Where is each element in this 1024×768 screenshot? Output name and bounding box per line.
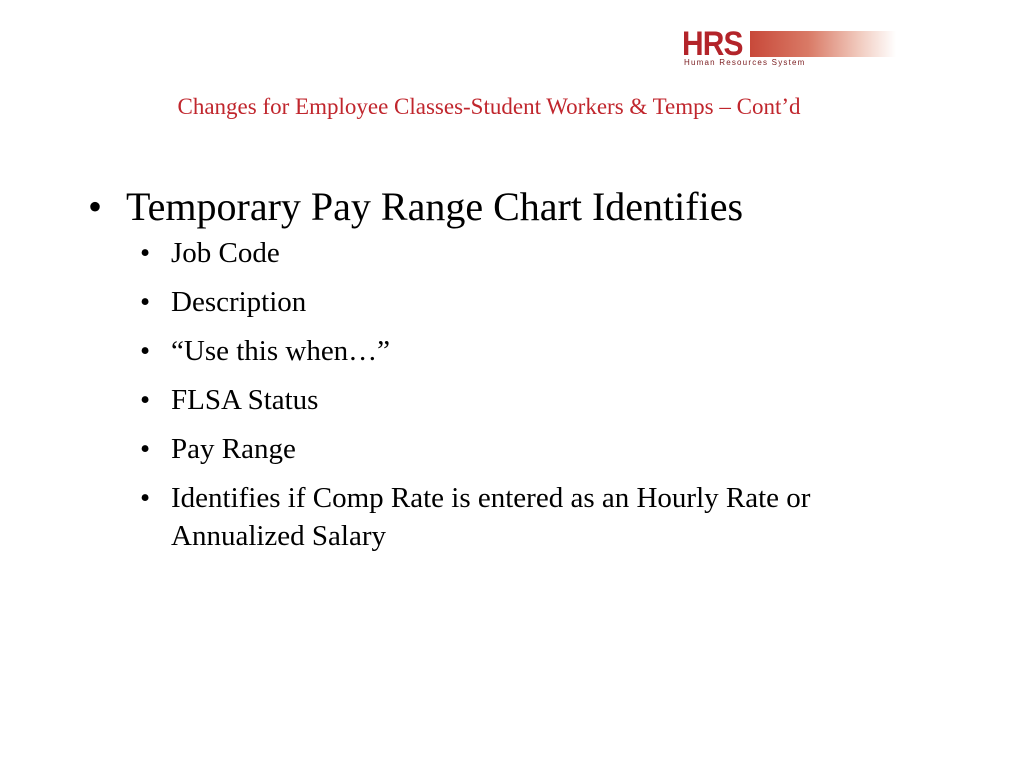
bullet-icon: • xyxy=(140,237,151,269)
sub-bullet xyxy=(88,332,931,370)
bullet-icon: • xyxy=(140,335,151,367)
main-bullet xyxy=(88,184,958,230)
sub-bullet-text: Job Code xyxy=(171,237,280,269)
sub-bullet xyxy=(88,381,931,419)
bullet-icon: • xyxy=(140,433,151,465)
sub-bullet xyxy=(88,430,931,468)
logo-subtitle: Human Resources System xyxy=(684,58,806,67)
bullet-icon: • xyxy=(140,384,151,416)
sub-bullet-text: Pay Range xyxy=(171,433,296,465)
sub-bullet-text: FLSA Status xyxy=(171,384,319,416)
slide-title: Changes for Employee Classes-Student Workers & Temps – Cont’d xyxy=(177,94,801,119)
sub-bullet xyxy=(88,234,931,272)
hrs-logo xyxy=(682,27,897,71)
sub-bullet-list xyxy=(88,234,958,555)
sub-bullet-text: Description xyxy=(171,286,307,318)
slide-body xyxy=(88,184,958,566)
bullet-icon: • xyxy=(88,184,103,229)
main-bullet-text: Temporary Pay Range Chart Identifies xyxy=(126,184,744,229)
sub-bullet xyxy=(88,283,931,321)
sub-bullet-text: Identifies if Comp Rate is entered as an Hourly Rate or Annualized Salary xyxy=(171,482,811,552)
bullet-icon: • xyxy=(140,286,151,318)
bullet-icon: • xyxy=(140,482,151,514)
sub-bullet xyxy=(88,479,931,555)
logo-gradient-bar xyxy=(750,31,896,57)
logo-letters: HRS xyxy=(682,25,743,63)
sub-bullet-text: “Use this when…” xyxy=(171,335,391,367)
